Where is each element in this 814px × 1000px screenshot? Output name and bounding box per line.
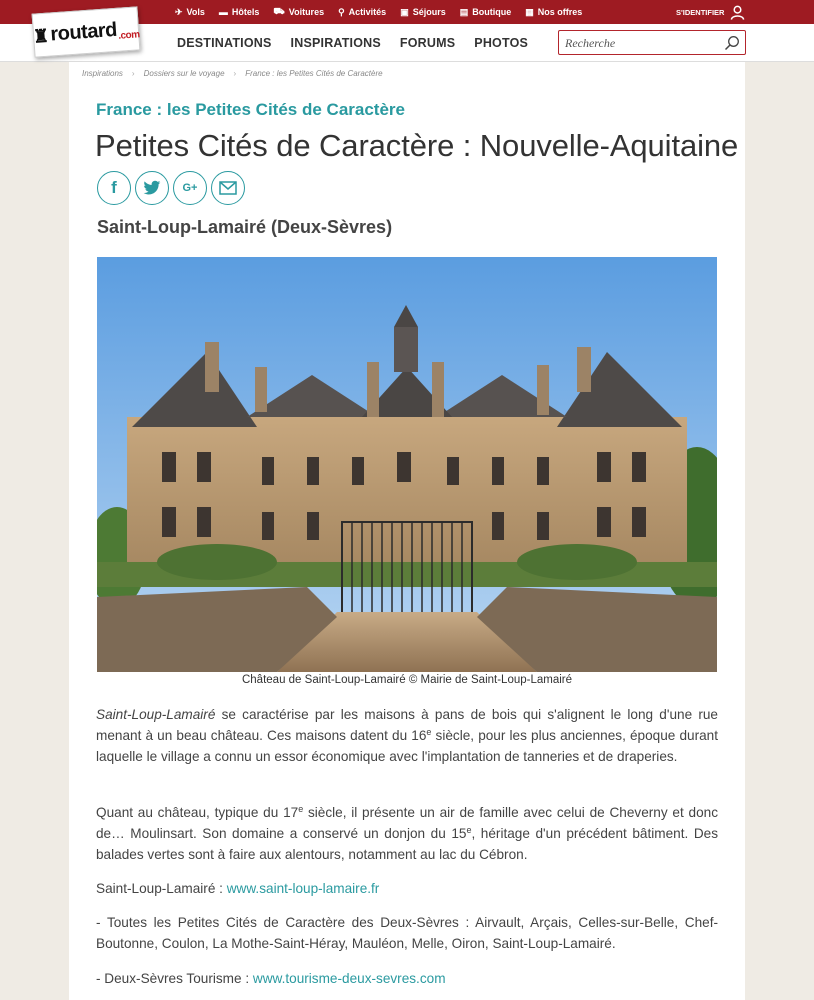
top-link-boutique[interactable]: ▤ Boutique [459,6,512,17]
top-link-voitures[interactable]: ⛟ Voitures [273,6,325,17]
shop-icon: ▤ [459,6,469,17]
paragraph-5: - Deux-Sèvres Tourisme : www.tourisme-deux-sevres.com [96,971,446,986]
search-icon[interactable] [724,35,740,51]
place-name: Saint-Loup-Lamairé [96,707,216,722]
top-link-offres[interactable]: ▦ Nos offres [525,6,583,17]
nav-photos[interactable]: PHOTOS [474,36,529,50]
logo-figure-icon: ♜ [32,25,50,47]
news-icon: ▦ [525,6,534,17]
breadcrumb-item[interactable]: Dossiers sur le voyage [143,69,225,78]
signin-label: S'IDENTIFIER [676,7,725,17]
search-box [558,30,746,55]
chateau-illustration [97,257,717,672]
saint-loup-website-link[interactable]: www.saint-loup-lamaire.fr [226,881,380,896]
top-link-activites[interactable]: ⚲ Activités [338,6,387,17]
nav-forums[interactable]: FORUMS [399,36,456,50]
share-buttons [97,171,245,205]
paragraph-1: Saint-Loup-Lamairé se caractérise par les maisons à pans de bois qui s'alignent le long d'une rue menant à un beau château. Ces maisons datent du 16e siècle, pour les plus anciennes, époque durant laquelle le village a connu un essor économique avec l'implantation de tanneries et de draperies. [96,707,719,764]
facebook-icon: f [111,178,117,197]
article-supertitle[interactable]: France : les Petites Cités de Caractère [96,100,405,119]
page-title: Petites Cités de Caractère : Nouvelle-Aquitaine [95,128,739,163]
photo-caption: Château de Saint-Loup-Lamairé © Mairie de Saint-Loup-Lamairé [241,674,573,686]
paragraph-3: Saint-Loup-Lamairé : www.saint-loup-lamaire.fr [96,881,380,896]
email-share-button[interactable] [211,171,245,205]
twitter-share-button[interactable] [135,171,169,205]
paragraph-2: Quant au château, typique du 17e siècle, il présente un air de famille avec celui de Cheverny et donc de… Moulinsart. Son domaine a conservé un donjon du 15e, héritage d'un précédent bâtiment. Des balades vertes sont à faire aux alentours, notamment au lac du Cébron. [96,804,718,862]
breadcrumb-item[interactable]: France : les Petites Cités de Caractère [245,69,383,78]
chateau-photo [97,257,717,672]
top-link-hotels[interactable]: ▬ Hôtels [218,7,260,17]
routard-logo[interactable] [32,6,141,57]
car-icon: ⛟ [273,6,285,16]
chevron-right-icon: › [233,69,237,78]
search-input[interactable] [565,34,715,52]
chevron-right-icon: › [131,69,135,78]
logo-suffix: .com [117,28,140,42]
section-subtitle: Saint-Loup-Lamairé (Deux-Sèvres) [97,217,393,237]
signin-link[interactable] [676,0,745,24]
googleplus-share-button[interactable] [173,171,207,205]
main-nav [177,24,547,62]
nav-inspirations[interactable]: INSPIRATIONS [290,36,381,50]
top-link-vols[interactable]: ✈ Vols [175,6,205,17]
googleplus-icon: G+ [182,182,198,194]
suitcase-icon: ▣ [400,6,409,17]
user-icon [730,5,745,20]
breadcrumb [82,69,383,78]
plane-icon: ✈ [175,6,183,17]
logo-brand: routard [49,18,118,45]
paragraph-4: - Toutes les Petites Cités de Caractère des Deux-Sèvres : Airvault, Arçais, Celles-sur-Belle, Chef-Boutonne, Coulon, La Mothe-Saint-Héray, Mauléon, Melle, Oiron, Saint-Loup-Lamairé. [96,915,718,951]
top-links [175,0,596,24]
breadcrumb-item[interactable]: Inspirations [82,69,123,78]
bed-icon: ▬ [218,7,228,17]
twitter-icon [143,180,161,196]
nav-destinations[interactable]: DESTINATIONS [177,36,272,50]
mail-icon [219,181,237,195]
top-link-sejours[interactable]: ▣ Séjours [400,6,446,17]
deux-sevres-tourisme-link[interactable]: www.tourisme-deux-sevres.com [252,971,446,986]
hiker-icon: ⚲ [338,6,345,17]
facebook-share-button[interactable] [97,171,131,205]
